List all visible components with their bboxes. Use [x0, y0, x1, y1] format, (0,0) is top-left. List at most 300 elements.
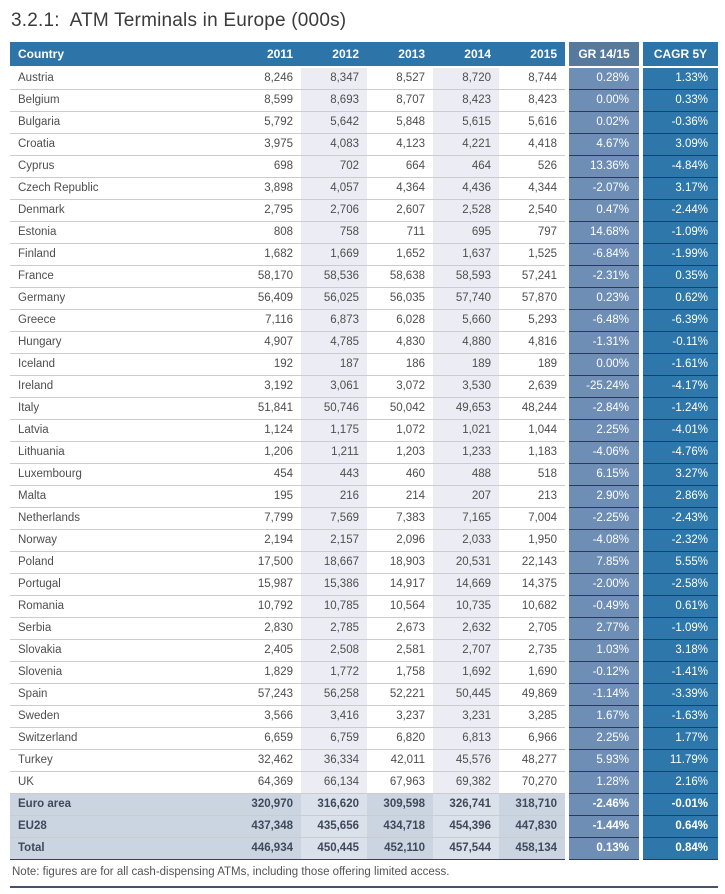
value-cell-2012: 435,656	[301, 816, 367, 838]
gr-cell: 0.02%	[569, 112, 639, 134]
value-cell-2011: 446,934	[235, 838, 301, 860]
gr-cell: 2.25%	[569, 728, 639, 750]
country-cell: Portugal	[10, 574, 235, 596]
value-cell-2011: 3,975	[235, 134, 301, 156]
cagr-cell: -2.32%	[643, 530, 718, 552]
table-row	[10, 200, 718, 222]
value-cell-2013: 2,607	[367, 200, 433, 222]
value-cell-2013: 1,758	[367, 662, 433, 684]
column-header-2015: 2015	[499, 42, 565, 67]
cagr-cell: -2.58%	[643, 574, 718, 596]
value-cell-2015: 1,183	[499, 442, 565, 464]
value-cell-2015: 518	[499, 464, 565, 486]
table-row	[10, 596, 718, 618]
value-cell-2015: 49,869	[499, 684, 565, 706]
value-cell-2014: 1,021	[433, 420, 499, 442]
country-cell: Euro area	[10, 794, 235, 816]
value-cell-2014: 457,544	[433, 838, 499, 860]
value-cell-2013: 52,221	[367, 684, 433, 706]
value-cell-2015: 6,966	[499, 728, 565, 750]
cagr-cell: -1.24%	[643, 398, 718, 420]
table-row	[10, 684, 718, 706]
value-cell-2012: 66,134	[301, 772, 367, 794]
country-cell: Denmark	[10, 200, 235, 222]
value-cell-2014: 7,165	[433, 508, 499, 530]
cagr-cell: -0.36%	[643, 112, 718, 134]
gr-cell: 0.13%	[569, 838, 639, 860]
gr-cell: -1.31%	[569, 332, 639, 354]
table-header-row	[10, 42, 718, 67]
value-cell-2015: 5,293	[499, 310, 565, 332]
value-cell-2015: 8,423	[499, 90, 565, 112]
value-cell-2012: 7,569	[301, 508, 367, 530]
value-cell-2013: 2,673	[367, 618, 433, 640]
country-cell: Slovenia	[10, 662, 235, 684]
value-cell-2011: 17,500	[235, 552, 301, 574]
value-cell-2012: 8,693	[301, 90, 367, 112]
bottom-rule	[10, 886, 718, 888]
value-cell-2015: 1,044	[499, 420, 565, 442]
value-cell-2015: 2,705	[499, 618, 565, 640]
value-cell-2014: 20,531	[433, 552, 499, 574]
value-cell-2011: 58,170	[235, 266, 301, 288]
value-cell-2012: 4,057	[301, 178, 367, 200]
value-cell-2012: 56,258	[301, 684, 367, 706]
value-cell-2013: 14,917	[367, 574, 433, 596]
value-cell-2013: 5,848	[367, 112, 433, 134]
value-cell-2013: 10,564	[367, 596, 433, 618]
gr-cell: 0.23%	[569, 288, 639, 310]
value-cell-2012: 18,667	[301, 552, 367, 574]
value-cell-2013: 6,028	[367, 310, 433, 332]
value-cell-2011: 64,369	[235, 772, 301, 794]
cagr-cell: 0.61%	[643, 596, 718, 618]
value-cell-2015: 7,004	[499, 508, 565, 530]
gr-cell: 2.90%	[569, 486, 639, 508]
cagr-cell: -1.09%	[643, 222, 718, 244]
value-cell-2012: 4,083	[301, 134, 367, 156]
value-cell-2012: 4,785	[301, 332, 367, 354]
value-cell-2014: 326,741	[433, 794, 499, 816]
value-cell-2014: 8,423	[433, 90, 499, 112]
cagr-cell: -4.01%	[643, 420, 718, 442]
value-cell-2014: 2,033	[433, 530, 499, 552]
country-cell: France	[10, 266, 235, 288]
value-cell-2012: 6,873	[301, 310, 367, 332]
value-cell-2012: 1,772	[301, 662, 367, 684]
cagr-cell: 0.33%	[643, 90, 718, 112]
value-cell-2015: 70,270	[499, 772, 565, 794]
cagr-cell: -3.39%	[643, 684, 718, 706]
value-cell-2013: 6,820	[367, 728, 433, 750]
table-row	[10, 112, 718, 134]
value-cell-2011: 4,907	[235, 332, 301, 354]
value-cell-2015: 4,816	[499, 332, 565, 354]
gr-cell: -1.44%	[569, 816, 639, 838]
value-cell-2012: 10,785	[301, 596, 367, 618]
value-cell-2015: 4,418	[499, 134, 565, 156]
cagr-cell: -1.99%	[643, 244, 718, 266]
value-cell-2015: 526	[499, 156, 565, 178]
cagr-cell: -6.39%	[643, 310, 718, 332]
value-cell-2014: 58,593	[433, 266, 499, 288]
value-cell-2011: 437,348	[235, 816, 301, 838]
table-row	[10, 310, 718, 332]
cagr-cell: 2.16%	[643, 772, 718, 794]
column-header-2013: 2013	[367, 42, 433, 67]
value-cell-2011: 1,124	[235, 420, 301, 442]
value-cell-2012: 36,334	[301, 750, 367, 772]
value-cell-2012: 15,386	[301, 574, 367, 596]
value-cell-2012: 5,642	[301, 112, 367, 134]
table-row	[10, 794, 718, 816]
value-cell-2014: 45,576	[433, 750, 499, 772]
gr-cell: -4.06%	[569, 442, 639, 464]
value-cell-2011: 2,405	[235, 640, 301, 662]
gr-cell: 6.15%	[569, 464, 639, 486]
value-cell-2011: 808	[235, 222, 301, 244]
value-cell-2012: 6,759	[301, 728, 367, 750]
gr-cell: 0.00%	[569, 90, 639, 112]
atm-terminals-table	[10, 42, 718, 860]
value-cell-2015: 189	[499, 354, 565, 376]
cagr-cell: 0.62%	[643, 288, 718, 310]
value-cell-2015: 4,344	[499, 178, 565, 200]
figure-title: 3.2.1: ATM Terminals in Europe (000s)	[11, 10, 347, 31]
value-cell-2012: 50,746	[301, 398, 367, 420]
table-row	[10, 178, 718, 200]
gr-cell: -4.08%	[569, 530, 639, 552]
column-header-2012: 2012	[301, 42, 367, 67]
value-cell-2013: 4,364	[367, 178, 433, 200]
value-cell-2011: 8,599	[235, 90, 301, 112]
value-cell-2015: 8,744	[499, 67, 565, 90]
value-cell-2014: 4,880	[433, 332, 499, 354]
cagr-cell: -0.01%	[643, 794, 718, 816]
cagr-cell: 3.27%	[643, 464, 718, 486]
value-cell-2013: 8,527	[367, 67, 433, 90]
cagr-cell: 5.55%	[643, 552, 718, 574]
table-row	[10, 90, 718, 112]
gr-cell: -2.25%	[569, 508, 639, 530]
value-cell-2012: 2,157	[301, 530, 367, 552]
value-cell-2013: 460	[367, 464, 433, 486]
gr-cell: 0.00%	[569, 354, 639, 376]
country-cell: EU28	[10, 816, 235, 838]
gr-cell: 1.28%	[569, 772, 639, 794]
gr-cell: -6.84%	[569, 244, 639, 266]
table-row	[10, 67, 718, 90]
gr-cell: 1.67%	[569, 706, 639, 728]
gr-cell: -6.48%	[569, 310, 639, 332]
value-cell-2011: 51,841	[235, 398, 301, 420]
value-cell-2015: 48,244	[499, 398, 565, 420]
cagr-cell: -1.63%	[643, 706, 718, 728]
value-cell-2015: 22,143	[499, 552, 565, 574]
table-row	[10, 288, 718, 310]
value-cell-2014: 14,669	[433, 574, 499, 596]
country-cell: Ireland	[10, 376, 235, 398]
value-cell-2015: 5,616	[499, 112, 565, 134]
value-cell-2014: 5,615	[433, 112, 499, 134]
value-cell-2015: 3,285	[499, 706, 565, 728]
value-cell-2015: 797	[499, 222, 565, 244]
gr-cell: 7.85%	[569, 552, 639, 574]
table-footnote: Note: figures are for all cash-dispensing ATMs, including those offering limited access.	[12, 866, 450, 878]
table-row	[10, 772, 718, 794]
value-cell-2015: 213	[499, 486, 565, 508]
country-cell: Austria	[10, 67, 235, 90]
value-cell-2013: 309,598	[367, 794, 433, 816]
value-cell-2015: 1,690	[499, 662, 565, 684]
value-cell-2014: 6,813	[433, 728, 499, 750]
cagr-cell: -4.76%	[643, 442, 718, 464]
column-header-cagr-5y: CAGR 5Y	[643, 42, 718, 67]
gr-cell: -1.14%	[569, 684, 639, 706]
gr-cell: -0.49%	[569, 596, 639, 618]
table-row	[10, 662, 718, 684]
column-header-gr-14-15: GR 14/15	[569, 42, 639, 67]
table-row	[10, 574, 718, 596]
value-cell-2013: 1,072	[367, 420, 433, 442]
table-row	[10, 464, 718, 486]
table-row	[10, 508, 718, 530]
value-cell-2013: 3,072	[367, 376, 433, 398]
cagr-cell: 3.17%	[643, 178, 718, 200]
value-cell-2011: 8,246	[235, 67, 301, 90]
cagr-cell: 1.33%	[643, 67, 718, 90]
value-cell-2013: 58,638	[367, 266, 433, 288]
value-cell-2013: 67,963	[367, 772, 433, 794]
value-cell-2012: 2,508	[301, 640, 367, 662]
table-row	[10, 618, 718, 640]
value-cell-2014: 4,436	[433, 178, 499, 200]
value-cell-2011: 3,566	[235, 706, 301, 728]
table-row	[10, 552, 718, 574]
value-cell-2011: 7,116	[235, 310, 301, 332]
value-cell-2012: 1,175	[301, 420, 367, 442]
gr-cell: -2.46%	[569, 794, 639, 816]
country-cell: Total	[10, 838, 235, 860]
country-cell: Netherlands	[10, 508, 235, 530]
country-cell: Switzerland	[10, 728, 235, 750]
value-cell-2011: 195	[235, 486, 301, 508]
cagr-cell: 3.09%	[643, 134, 718, 156]
country-cell: Spain	[10, 684, 235, 706]
value-cell-2014: 4,221	[433, 134, 499, 156]
value-cell-2014: 10,735	[433, 596, 499, 618]
country-cell: Germany	[10, 288, 235, 310]
value-cell-2012: 2,706	[301, 200, 367, 222]
table-row	[10, 640, 718, 662]
value-cell-2014: 454,396	[433, 816, 499, 838]
table-row	[10, 816, 718, 838]
value-cell-2013: 1,203	[367, 442, 433, 464]
value-cell-2011: 1,206	[235, 442, 301, 464]
table-row	[10, 354, 718, 376]
value-cell-2012: 216	[301, 486, 367, 508]
gr-cell: -2.84%	[569, 398, 639, 420]
cagr-cell: -2.43%	[643, 508, 718, 530]
value-cell-2014: 464	[433, 156, 499, 178]
table-row	[10, 222, 718, 244]
country-cell: Hungary	[10, 332, 235, 354]
value-cell-2014: 3,530	[433, 376, 499, 398]
gr-cell: 5.93%	[569, 750, 639, 772]
value-cell-2011: 3,192	[235, 376, 301, 398]
value-cell-2011: 5,792	[235, 112, 301, 134]
table-row	[10, 838, 718, 860]
table-row	[10, 530, 718, 552]
value-cell-2014: 57,740	[433, 288, 499, 310]
country-cell: Sweden	[10, 706, 235, 728]
cagr-cell: -1.09%	[643, 618, 718, 640]
value-cell-2013: 664	[367, 156, 433, 178]
gr-cell: 4.67%	[569, 134, 639, 156]
value-cell-2014: 8,720	[433, 67, 499, 90]
gr-cell: 0.47%	[569, 200, 639, 222]
value-cell-2012: 3,416	[301, 706, 367, 728]
cagr-cell: 0.35%	[643, 266, 718, 288]
value-cell-2013: 434,718	[367, 816, 433, 838]
gr-cell: -0.12%	[569, 662, 639, 684]
table-row	[10, 266, 718, 288]
value-cell-2011: 2,795	[235, 200, 301, 222]
value-cell-2015: 458,134	[499, 838, 565, 860]
value-cell-2011: 32,462	[235, 750, 301, 772]
value-cell-2013: 18,903	[367, 552, 433, 574]
table-row	[10, 156, 718, 178]
value-cell-2013: 42,011	[367, 750, 433, 772]
value-cell-2011: 7,799	[235, 508, 301, 530]
value-cell-2012: 450,445	[301, 838, 367, 860]
value-cell-2012: 758	[301, 222, 367, 244]
value-cell-2014: 3,231	[433, 706, 499, 728]
cagr-cell: 0.84%	[643, 838, 718, 860]
country-cell: Greece	[10, 310, 235, 332]
value-cell-2014: 5,660	[433, 310, 499, 332]
value-cell-2011: 1,829	[235, 662, 301, 684]
value-cell-2014: 2,707	[433, 640, 499, 662]
value-cell-2011: 192	[235, 354, 301, 376]
table-row	[10, 442, 718, 464]
value-cell-2011: 6,659	[235, 728, 301, 750]
value-cell-2015: 2,540	[499, 200, 565, 222]
value-cell-2014: 49,653	[433, 398, 499, 420]
column-header-2011: 2011	[235, 42, 301, 67]
value-cell-2012: 58,536	[301, 266, 367, 288]
country-cell: Romania	[10, 596, 235, 618]
table-row	[10, 728, 718, 750]
value-cell-2014: 2,528	[433, 200, 499, 222]
table-row	[10, 376, 718, 398]
value-cell-2015: 10,682	[499, 596, 565, 618]
value-cell-2013: 186	[367, 354, 433, 376]
cagr-cell: -1.41%	[643, 662, 718, 684]
value-cell-2012: 3,061	[301, 376, 367, 398]
table-row	[10, 750, 718, 772]
cagr-cell: -2.44%	[643, 200, 718, 222]
country-cell: Malta	[10, 486, 235, 508]
country-cell: Bulgaria	[10, 112, 235, 134]
value-cell-2012: 187	[301, 354, 367, 376]
value-cell-2015: 1,525	[499, 244, 565, 266]
gr-cell: -2.31%	[569, 266, 639, 288]
table-row	[10, 332, 718, 354]
gr-cell: 14.68%	[569, 222, 639, 244]
cagr-cell: -4.17%	[643, 376, 718, 398]
value-cell-2015: 14,375	[499, 574, 565, 596]
value-cell-2014: 69,382	[433, 772, 499, 794]
value-cell-2015: 318,710	[499, 794, 565, 816]
country-cell: Turkey	[10, 750, 235, 772]
value-cell-2013: 8,707	[367, 90, 433, 112]
value-cell-2013: 711	[367, 222, 433, 244]
gr-cell: 0.28%	[569, 67, 639, 90]
country-cell: Cyprus	[10, 156, 235, 178]
value-cell-2013: 4,830	[367, 332, 433, 354]
value-cell-2015: 2,735	[499, 640, 565, 662]
gr-cell: -25.24%	[569, 376, 639, 398]
country-cell: Czech Republic	[10, 178, 235, 200]
country-cell: Italy	[10, 398, 235, 420]
cagr-cell: 0.64%	[643, 816, 718, 838]
value-cell-2014: 207	[433, 486, 499, 508]
value-cell-2011: 698	[235, 156, 301, 178]
country-cell: Slovakia	[10, 640, 235, 662]
country-cell: Luxembourg	[10, 464, 235, 486]
value-cell-2013: 452,110	[367, 838, 433, 860]
country-cell: Lithuania	[10, 442, 235, 464]
value-cell-2011: 15,987	[235, 574, 301, 596]
value-cell-2015: 57,870	[499, 288, 565, 310]
cagr-cell: 3.18%	[643, 640, 718, 662]
gr-cell: -2.07%	[569, 178, 639, 200]
value-cell-2013: 56,035	[367, 288, 433, 310]
country-cell: Belgium	[10, 90, 235, 112]
cagr-cell: -4.84%	[643, 156, 718, 178]
value-cell-2011: 454	[235, 464, 301, 486]
value-cell-2011: 320,970	[235, 794, 301, 816]
value-cell-2012: 316,620	[301, 794, 367, 816]
value-cell-2014: 488	[433, 464, 499, 486]
table-row	[10, 134, 718, 156]
value-cell-2015: 48,277	[499, 750, 565, 772]
value-cell-2013: 214	[367, 486, 433, 508]
cagr-cell: 2.86%	[643, 486, 718, 508]
value-cell-2015: 57,241	[499, 266, 565, 288]
country-cell: Estonia	[10, 222, 235, 244]
value-cell-2011: 57,243	[235, 684, 301, 706]
value-cell-2011: 1,682	[235, 244, 301, 266]
value-cell-2013: 2,096	[367, 530, 433, 552]
value-cell-2015: 2,639	[499, 376, 565, 398]
value-cell-2012: 702	[301, 156, 367, 178]
country-cell: Croatia	[10, 134, 235, 156]
column-header-2014: 2014	[433, 42, 499, 67]
country-cell: Norway	[10, 530, 235, 552]
gr-cell: 13.36%	[569, 156, 639, 178]
gr-cell: 1.03%	[569, 640, 639, 662]
value-cell-2013: 3,237	[367, 706, 433, 728]
value-cell-2011: 10,792	[235, 596, 301, 618]
value-cell-2014: 189	[433, 354, 499, 376]
cagr-cell: 11.79%	[643, 750, 718, 772]
value-cell-2012: 443	[301, 464, 367, 486]
value-cell-2012: 1,211	[301, 442, 367, 464]
table-row	[10, 398, 718, 420]
value-cell-2012: 56,025	[301, 288, 367, 310]
